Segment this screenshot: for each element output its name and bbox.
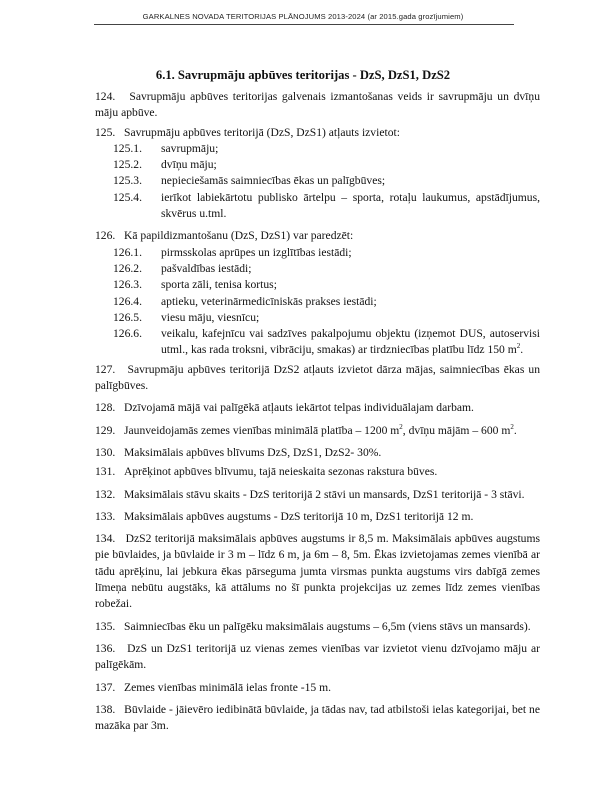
paragraph-text: DzS un DzS1 teritorijā uz vienas zemes vienības var izvietot vienu dzīvojamo māju ar palīgēkām. (95, 641, 540, 672)
paragraph-text: Maksimālais apbūves blīvums DzS, DzS1, DzS2- 30%. (124, 445, 382, 459)
paragraph-131 (95, 464, 540, 480)
paragraph-text: DzS2 teritorijā maksimālais apbūves augstums ir 8,5 m. Maksimālais apbūves augstums pie būvlaides, ja būvlaide ir 3 m – līdz 6 m, ja 6m – 8, 5m. Ēkas izvietojamas zemes vienībā ar tādu aprēķinu, lai jebkura ēkas pārseguma jumta virsmas punkta augstums virs dabīgā zemes līmeņa nebūtu augstāks, kā attālums no šī punkta projekcijas uz zemes līdz zemes vienības robežai. (95, 532, 540, 611)
paragraph-number: 138. (95, 702, 116, 716)
superscript: 2 (399, 422, 403, 431)
superscript: 2 (510, 422, 514, 431)
paragraph-136 (95, 641, 540, 674)
list-item: 126.3. sporta zāli, tenisa kortus; (113, 278, 277, 292)
paragraph-text: Maksimālais apbūves augstums - DzS teritorijā 10 m, DzS1 teritorijā 12 m. (124, 509, 474, 523)
paragraph-number: 132. (95, 487, 116, 501)
paragraph-number: 130. (95, 445, 116, 459)
paragraph-128 (95, 400, 540, 416)
running-header: GARKALNES NOVADA TERITORIJAS PLĀNOJUMS 2013-2024 (ar 2015.gada grozījumiem) (142, 12, 464, 21)
header-rule (94, 24, 514, 25)
superscript: 2 (516, 342, 521, 351)
paragraph-text: Savrupmāju apbūves teritorijā DzS2 atļauts izvietot dārza mājas, saimniecības ēkas un palīgbūves. (95, 362, 540, 393)
paragraph-number: 133. (95, 509, 116, 523)
paragraph-133 (95, 509, 540, 525)
paragraph-number: 126. (95, 229, 116, 243)
list-item: 125.3. nepieciešamās saimniecības ēkas un palīgbūves; (113, 174, 386, 188)
document-body (95, 89, 540, 734)
paragraph-138 (95, 702, 540, 735)
paragraph-text: Zemes vienības minimālā ielas fronte -15 m. (124, 680, 332, 694)
list-item: 126.4. aptieku, veterinārmedicīniskās prakses iestādi; (113, 294, 377, 308)
list-item: 126.2. pašvaldības iestādi; (113, 261, 252, 275)
paragraph-text: Savrupmāju apbūves teritorijā (DzS, DzS1) atļauts izvietot: (124, 125, 400, 139)
paragraph-number: 125. (95, 125, 116, 139)
paragraph-number: 129. (95, 423, 116, 437)
list-item: 125.4. ierīkot labiekārtotu publisko ārtelpu – sporta, rotaļu laukumus, apstādījumus, skvērus u.tml. (113, 190, 540, 221)
paragraph-number: 127. (95, 362, 116, 376)
paragraph-number: 135. (95, 619, 116, 633)
paragraph-134 (95, 531, 540, 612)
paragraph-text: Aprēķinot apbūves blīvumu, tajā neieskaita sezonas rakstura būves. (124, 465, 438, 479)
paragraph-text: Dzīvojamā mājā vai palīgēkā atļauts iekārtot telpas individuālajam darbam. (124, 401, 474, 415)
paragraph-137 (95, 680, 540, 696)
paragraph-text: Kā papildizmantošanu (DzS, DzS1) var paredzēt: (124, 229, 354, 243)
paragraph-text: Saimniecības ēku un palīgēku maksimālais augstums – 6,5m (viens stāvs un mansards). (124, 619, 531, 633)
paragraph-124 (95, 89, 540, 122)
paragraph-text: Būvlaide - jāievēro iedibinātā būvlaide, ja tādas nav, tad atbilstoši ielas kategorijai, bet ne mazāka par 3m. (95, 702, 540, 733)
list-item: 126.5. viesu māju, viesnīcu; (113, 310, 260, 324)
list-item: 126.1. pirmsskolas aprūpes un izglītības iestādi; (113, 245, 352, 259)
paragraph-130 (95, 445, 540, 461)
paragraph-129: 129. Jaunveidojamās zemes vienības minimālā platība – 1200 $m^2$, dvīņu mājām – 600 $m^2$. (95, 422, 517, 437)
paragraph-number: 137. (95, 680, 116, 694)
paragraph-125 (95, 125, 540, 141)
paragraph-132 (95, 487, 540, 503)
section-title: 6.1. Savrupmāju apbūves teritorijas - DzS, DzS1, DzS2 (155, 68, 451, 82)
paragraph-number: 128. (95, 401, 116, 415)
paragraph-number: 131. (95, 465, 116, 479)
paragraph-127 (95, 362, 540, 395)
list-item: 125.1. savrupmāju; (113, 141, 219, 155)
list-item: 125.2. dvīņu māju; (113, 158, 217, 172)
paragraph-text: Maksimālais stāvu skaits - DzS teritorijā 2 stāvi un mansards, DzS1 teritorijā - 3 stāvi. (124, 487, 525, 501)
paragraph-text: Savrupmāju apbūves teritorijas galvenais izmantošanas veids ir savrupmāju un dvīņu māju apbūve. (95, 90, 540, 120)
paragraph-135 (95, 619, 540, 635)
paragraph-126 (95, 228, 540, 244)
paragraph-number: 136. (95, 641, 116, 655)
paragraph-number: 134. (95, 532, 116, 546)
paragraph-number: 124. (95, 90, 116, 103)
list-item: 126.6. veikalu, kafejnīcu vai sadzīves pakalpojumu objektu (izņemot DUS, autoservisi utml., kas rada troksni, vibrāciju, smakas) ar tirdzniecības platību līdz 150 $m^2$. (113, 327, 540, 357)
